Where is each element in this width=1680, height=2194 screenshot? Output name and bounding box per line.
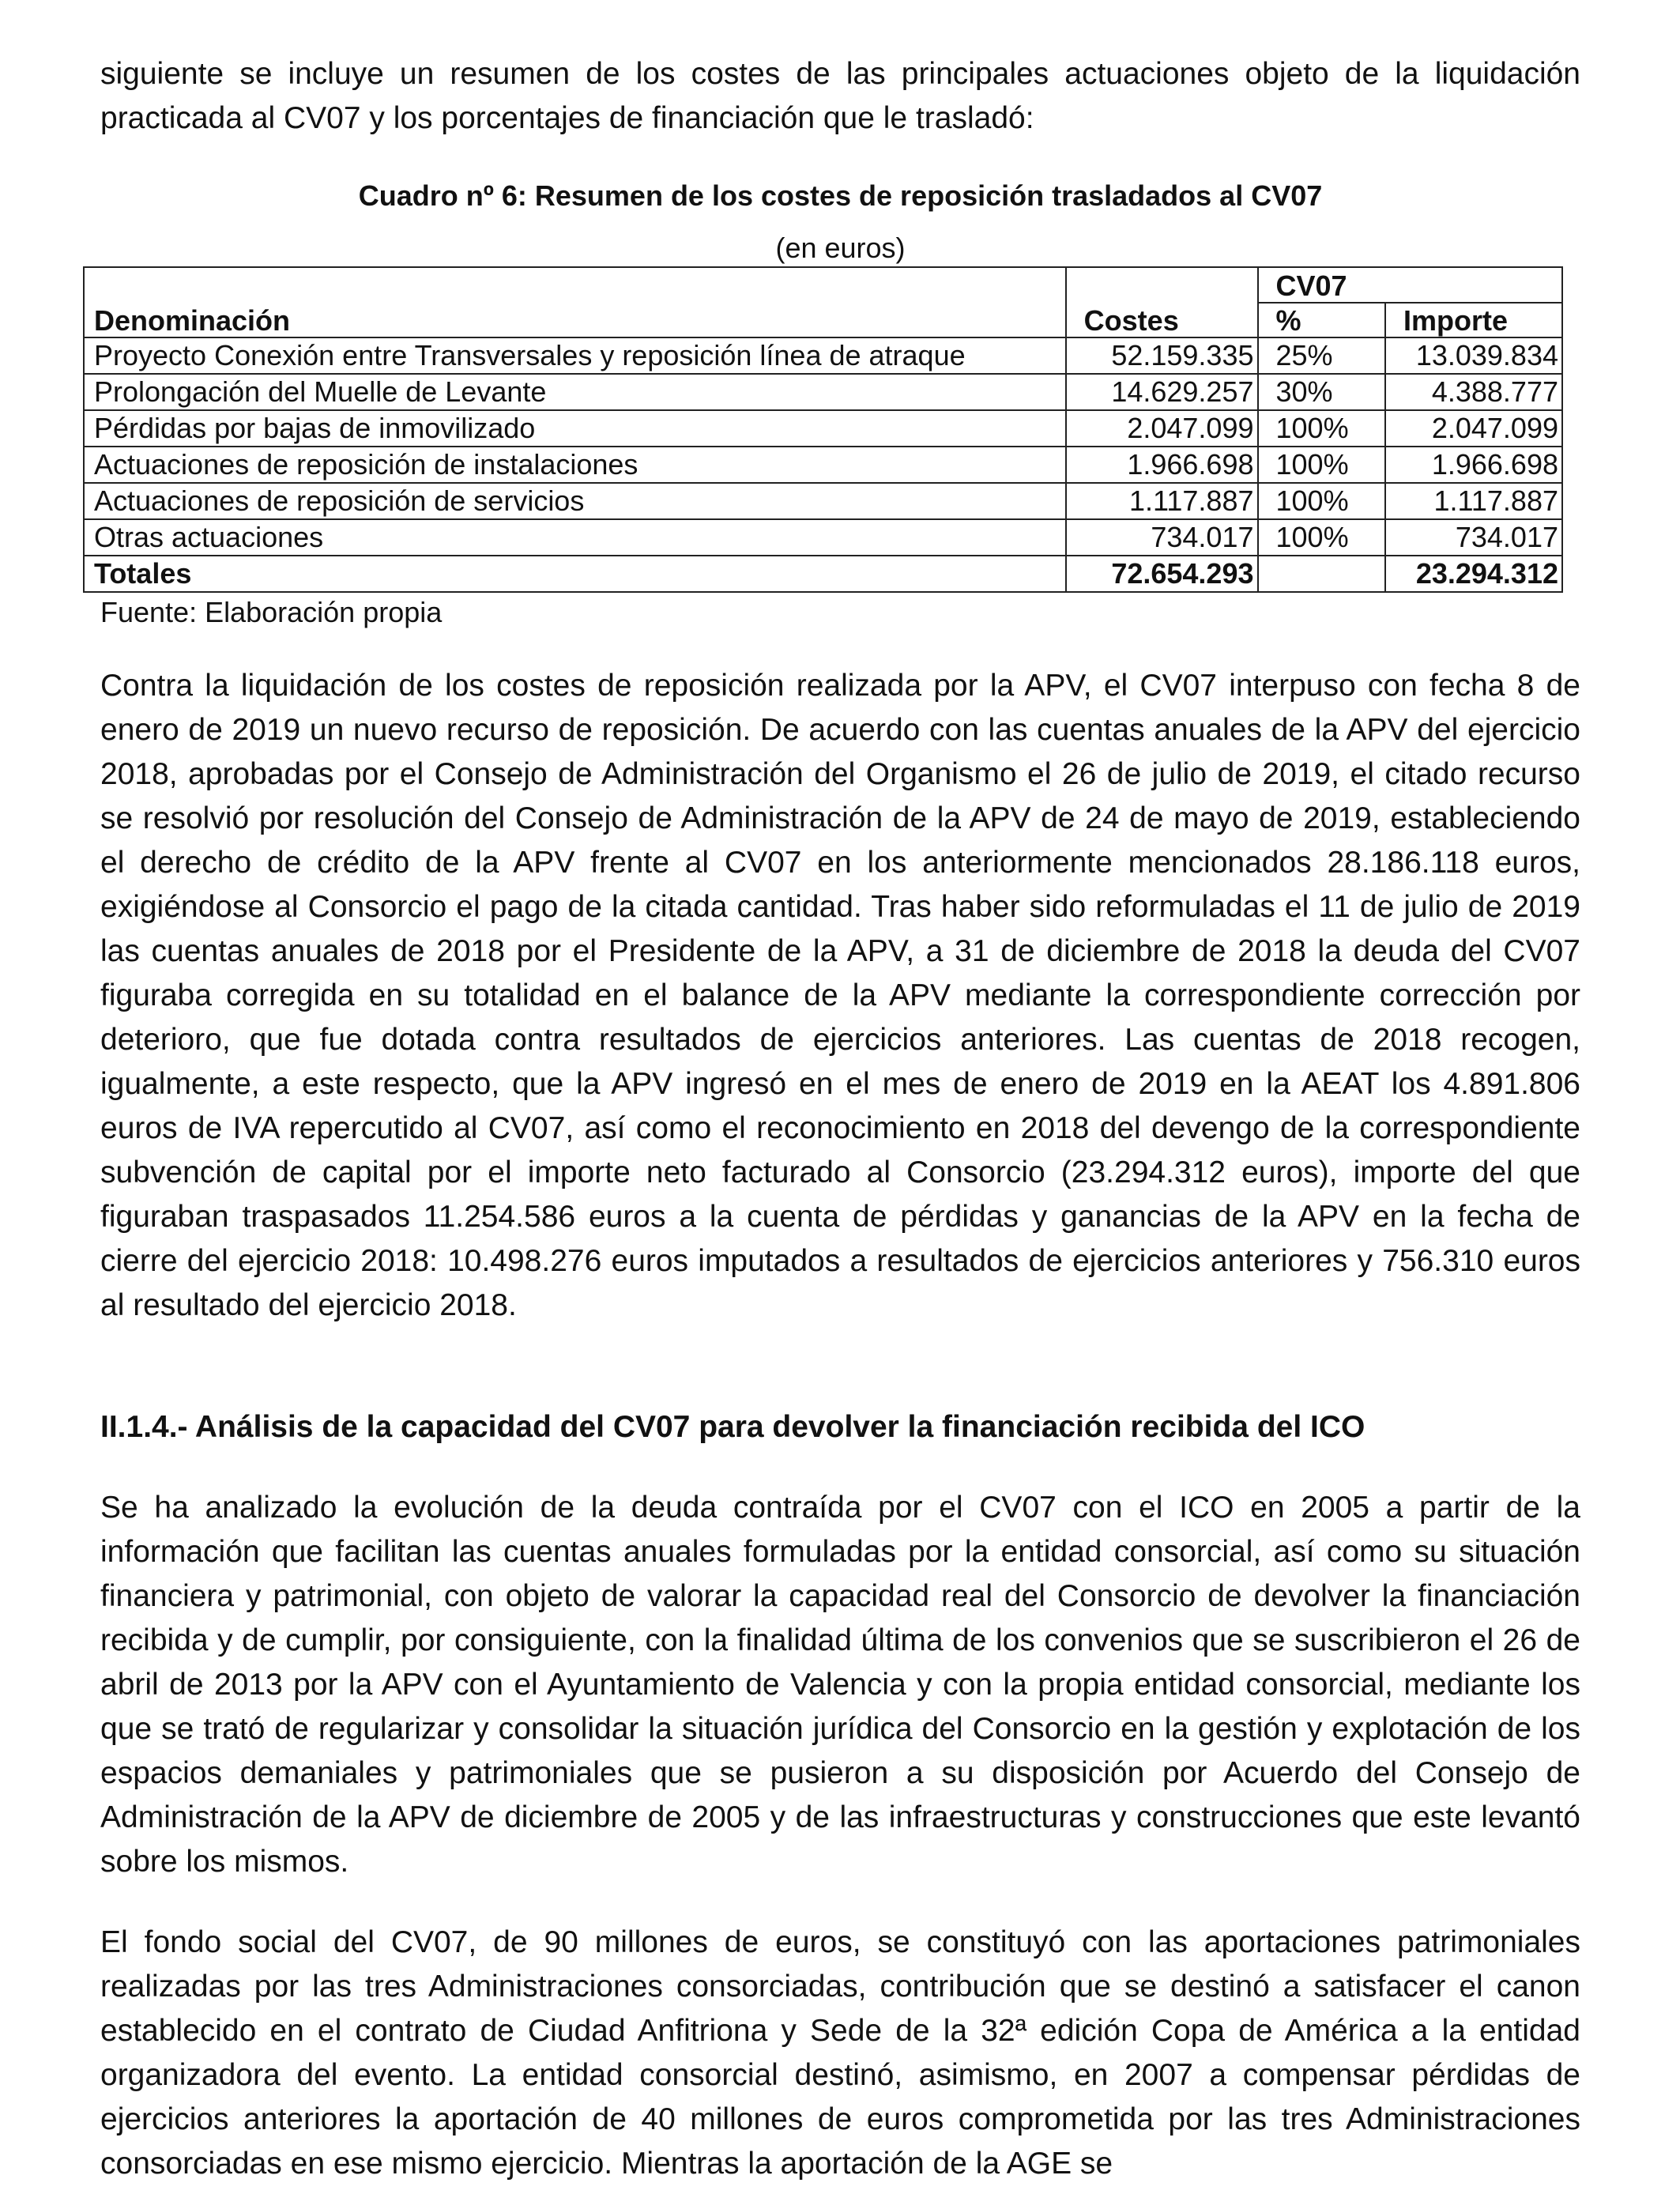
cell-costes: 734.017 — [1066, 519, 1258, 556]
table-row — [84, 483, 1562, 519]
cell-costes: 2.047.099 — [1066, 410, 1258, 447]
cost-summary-table — [83, 266, 1563, 593]
cell-denominacion: Proyecto Conexión entre Transversales y reposición línea de atraque — [84, 337, 1066, 374]
cell-denominacion: Prolongación del Muelle de Levante — [84, 374, 1066, 410]
paragraph-analisis: Se ha analizado la evolución de la deuda contraída por el CV07 con el ICO en 2005 a partir de la información que facilitan las cuentas anuales formuladas por la entidad consorcial, así como su situación financiera y patrimonial, con objeto de valorar la capacidad real del Consorcio de devolver la financiación recibida y de cumplir, por consiguiente, con la finalidad última de los convenios que se suscribieron el 26 de abril de 2013 por la APV con el Ayuntamiento de Valencia y con la propia entidad consorcial, mediante los que se trató de regularizar y consolidar la situación jurídica del Consorcio en la gestión y explotación de los espacios demaniales y patrimoniales que se pusieron a su disposición por Acuerdo del Consejo de Administración de la APV de diciembre de 2005 y de las infraestructuras y construcciones que este levantó sobre los mismos. — [100, 1491, 1580, 1879]
header-denominacion: Denominación — [84, 267, 1066, 337]
cell-totals-porcentaje — [1258, 556, 1386, 592]
header-porcentaje: % — [1258, 303, 1386, 337]
cell-denominacion: Pérdidas por bajas de inmovilizado — [84, 410, 1066, 447]
table-row — [84, 519, 1562, 556]
table-unit: (en euros) — [775, 232, 906, 264]
cell-importe: 734.017 — [1385, 519, 1562, 556]
cell-denominacion: Actuaciones de reposición de servicios — [84, 483, 1066, 519]
table-title: Cuadro nº 6: Resumen de los costes de reposición trasladados al CV07 — [358, 179, 1323, 212]
cell-totals-costes: 72.654.293 — [1066, 556, 1258, 592]
cell-porcentaje: 25% — [1258, 337, 1386, 374]
table-row — [84, 337, 1562, 374]
table-source-note: Fuente: Elaboración propia — [100, 596, 443, 628]
cell-importe: 2.047.099 — [1385, 410, 1562, 447]
table-row — [84, 374, 1562, 410]
cell-porcentaje: 100% — [1258, 519, 1386, 556]
cell-porcentaje: 100% — [1258, 447, 1386, 483]
cell-importe: 1.117.887 — [1385, 483, 1562, 519]
cell-denominacion: Otras actuaciones — [84, 519, 1066, 556]
table-row — [84, 447, 1562, 483]
table-row — [84, 410, 1562, 447]
section-heading: II.1.4.- Análisis de la capacidad del CV07 para devolver la financiación recibida del ICO — [100, 1410, 1365, 1444]
paragraph-fondo: El fondo social del CV07, de 90 millones de euros, se constituyó con las aportaciones patrimoniales realizadas por las tres Administraciones consorciadas, contribución que se destinó a satisfacer el canon establecido en el contrato de Ciudad Anfitriona y Sede de la 32ª edición Copa de América a la entidad organizadora del evento. La entidad consorcial destinó, asimismo, en 2007 a compensar pérdidas de ejercicios anteriores la aportación de 40 millones de euros comprometida por las tres Administraciones consorciadas en ese mismo ejercicio. Mientras la aportación de la AGE se — [100, 1925, 1580, 2181]
table-totals-row — [84, 556, 1562, 592]
cell-totals-label: Totales — [84, 556, 1066, 592]
cell-totals-importe: 23.294.312 — [1385, 556, 1562, 592]
cell-costes: 1.117.887 — [1066, 483, 1258, 519]
cell-porcentaje: 30% — [1258, 374, 1386, 410]
table-header-row — [84, 267, 1562, 303]
intro-paragraph: siguiente se incluye un resumen de los costes de las principales actuaciones objeto de la liquidación practicada al CV07 y los porcentajes de financiación que le trasladó: — [100, 57, 1580, 135]
cell-porcentaje: 100% — [1258, 410, 1386, 447]
header-costes: Costes — [1066, 267, 1258, 337]
cell-importe: 4.388.777 — [1385, 374, 1562, 410]
cell-costes: 1.966.698 — [1066, 447, 1258, 483]
cell-costes: 52.159.335 — [1066, 337, 1258, 374]
cell-porcentaje: 100% — [1258, 483, 1386, 519]
paragraph-contra: Contra la liquidación de los costes de reposición realizada por la APV, el CV07 interpuso con fecha 8 de enero de 2019 un nuevo recurso de reposición. De acuerdo con las cuentas anuales de la APV del ejercicio 2018, aprobadas por el Consejo de Administración del Organismo el 26 de julio de 2019, el citado recurso se resolvió por resolución del Consejo de Administración de la APV de 24 de mayo de 2019, estableciendo el derecho de crédito de la APV frente al CV07 en los anteriormente mencionados 28.186.118 euros, exigiéndose al Consorcio el pago de la citada cantidad. Tras haber sido reformuladas el 11 de julio de 2019 las cuentas anuales de 2018 por el Presidente de la APV, a 31 de diciembre de 2018 la deuda del CV07 figuraba corregida en su totalidad en el balance de la APV mediante la correspondiente corrección por deterioro, que fue dotada contra resultados de ejercicios anteriores. Las cuentas de 2018 recogen, igualmente, a este respecto, que la APV ingresó en el mes de enero de 2019 en la AEAT los 4.891.806 euros de IVA repercutido al CV07, así como el reconocimiento en 2018 del devengo de la correspondiente subvención de capital por el importe neto facturado al Consorcio (23.294.312 euros), importe del que figuraban traspasados 11.254.586 euros a la cuenta de pérdidas y ganancias de la APV en la fecha de cierre del ejercicio 2018: 10.498.276 euros imputados a resultados de ejercicios anteriores y 756.310 euros al resultado del ejercicio 2018. — [100, 669, 1580, 1322]
cell-importe: 13.039.834 — [1385, 337, 1562, 374]
header-cv07-group: CV07 — [1258, 267, 1563, 303]
cell-importe: 1.966.698 — [1385, 447, 1562, 483]
cell-denominacion: Actuaciones de reposición de instalaciones — [84, 447, 1066, 483]
cell-costes: 14.629.257 — [1066, 374, 1258, 410]
header-importe: Importe — [1385, 303, 1562, 337]
